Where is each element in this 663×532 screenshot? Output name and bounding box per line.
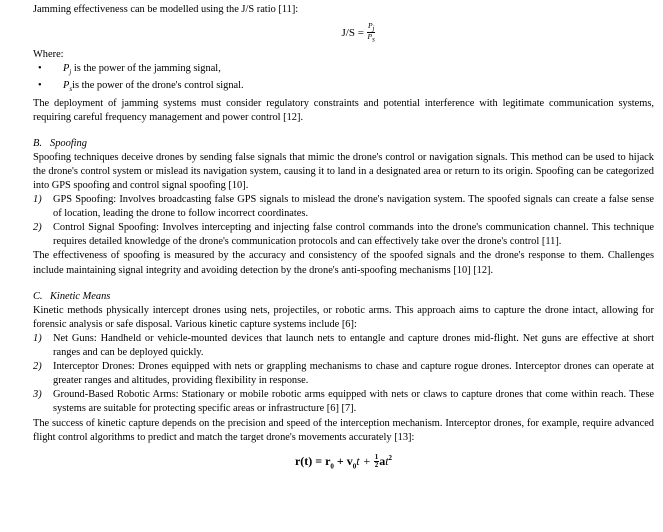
fraction-numerator: 1 <box>374 453 379 462</box>
equation-part: t + <box>356 453 374 468</box>
list-item <box>33 388 654 416</box>
list-number: 1) <box>33 194 42 206</box>
deployment-paragraph: The deployment of jamming systems must consider regulatory constraints and potential interference with legitimate communication systems, requiring careful frequency management and power control [12]. <box>33 97 654 123</box>
list-text: Ground-Based Robotic Arms: Stationary or mobile robotic arms equipped with nets or claws to capture drones that come within reach. These systems are suitable for protecting specific areas or infrastructure [6] [7]. <box>53 389 654 415</box>
list-number: 1) <box>33 332 42 344</box>
bullet-item <box>33 62 654 79</box>
where-bullet-list <box>33 62 654 96</box>
bullet-symbol: P <box>63 80 70 92</box>
equation-part: a <box>379 453 386 468</box>
equation-superscript: 2 <box>388 453 393 462</box>
equation-part: r(t) = r <box>294 453 331 468</box>
intro-paragraph: Jamming effectiveness can be modelled using the J/S ratio [11]: <box>33 4 299 15</box>
bullet-subscript: j <box>69 68 72 77</box>
section-title: Kinetic Means <box>50 290 111 302</box>
list-number: 2) <box>33 222 42 234</box>
equation-part: + v <box>333 453 353 468</box>
success-paragraph: The success of kinetic capture depends on the precision and speed of the interception mechanism. Interceptor drones, for example, require advanced flight control algorithms to predict and match the target drone's movements accurately [13]: <box>33 417 654 443</box>
motion-equation <box>33 451 654 473</box>
equation-subscript: 0 <box>352 462 357 471</box>
fraction-denominator: 2 <box>374 461 379 470</box>
section-label: B. <box>33 137 42 149</box>
denominator-subscript: s <box>372 35 375 44</box>
bullet-item <box>33 79 654 96</box>
list-number: 3) <box>33 389 42 401</box>
kinetic-list <box>33 332 654 417</box>
list-text: GPS Spoofing: Involves broadcasting false GPS signals to mislead the drone's navigation system. The spoofed signals can create a false sense of location, leading the drone to follow incorrect coordinates. <box>53 194 654 220</box>
spoofing-effectiveness-paragraph: The effectiveness of spoofing is measured by the accuracy and consistency of the spoofed signals and the drone's response to them. Challenges include maintaining signal integrity and avoiding detection by the drone's anti-spoofing mechanisms [10] [12]. <box>33 250 654 276</box>
bullet-dot-icon: • <box>38 80 42 92</box>
list-text: Interceptor Drones: Drones equipped with nets or grappling mechanisms to chase and capture rogue drones. Interceptor drones can operate at greater ranges and altitudes, providing flexibility in response. <box>53 361 654 387</box>
list-item <box>33 221 654 249</box>
list-item <box>33 360 654 388</box>
section-heading-kinetic <box>33 290 654 304</box>
section-title: Spoofing <box>50 137 87 149</box>
list-item <box>33 332 654 360</box>
bullet-text: is the power of the jamming signal, <box>71 63 221 75</box>
bullet-subscript: s <box>69 85 73 94</box>
equation-lhs: J/S = <box>341 26 364 39</box>
equation-fraction <box>367 22 376 44</box>
section-label: C. <box>33 290 43 302</box>
spoofing-paragraph: Spoofing techniques deceive drones by sending false signals that mimic the drone's control or navigation signals. This method can be used to hijack the drone's control system or mislead its navigation system, causing it to land in a designated area or return to its origin. Spoofing can be categorized into GPS spoofing and control signal spoofing [10]. <box>33 151 654 191</box>
list-number: 2) <box>33 361 42 373</box>
bullet-text: is the power of the drone's control signal. <box>72 80 244 92</box>
list-text: Control Signal Spoofing: Involves intercepting and injecting false control commands into the drone's communication channel. This technique requires detailed knowledge of the drone's communication protocols and can effectively take over the drone's control [11]. <box>53 222 654 248</box>
list-text: Net Guns: Handheld or vehicle-mounted devices that launch nets to entangle and capture drones mid-flight. Net guns are effective at short ranges and can be deployed quickly. <box>53 332 654 359</box>
kinetic-paragraph: Kinetic methods physically intercept drones using nets, projectiles, or robotic arms. This approach aims to capture the drone intact, allowing for forensic analysis or safe disposal. Various kinetic capture systems include [6]: <box>33 304 654 330</box>
bullet-symbol: P <box>63 63 70 75</box>
numerator-symbol: P <box>367 20 373 30</box>
equation-part: t <box>385 453 389 468</box>
section-heading-spoofing <box>33 137 654 151</box>
spoofing-list <box>33 193 654 249</box>
equation-subscript: 0 <box>330 462 334 471</box>
list-item <box>33 193 654 221</box>
bullet-dot-icon: • <box>38 63 42 75</box>
js-ratio-equation <box>63 17 654 48</box>
denominator-symbol: P <box>367 32 373 42</box>
where-label: Where: <box>33 49 64 61</box>
numerator-subscript: j <box>372 24 375 33</box>
